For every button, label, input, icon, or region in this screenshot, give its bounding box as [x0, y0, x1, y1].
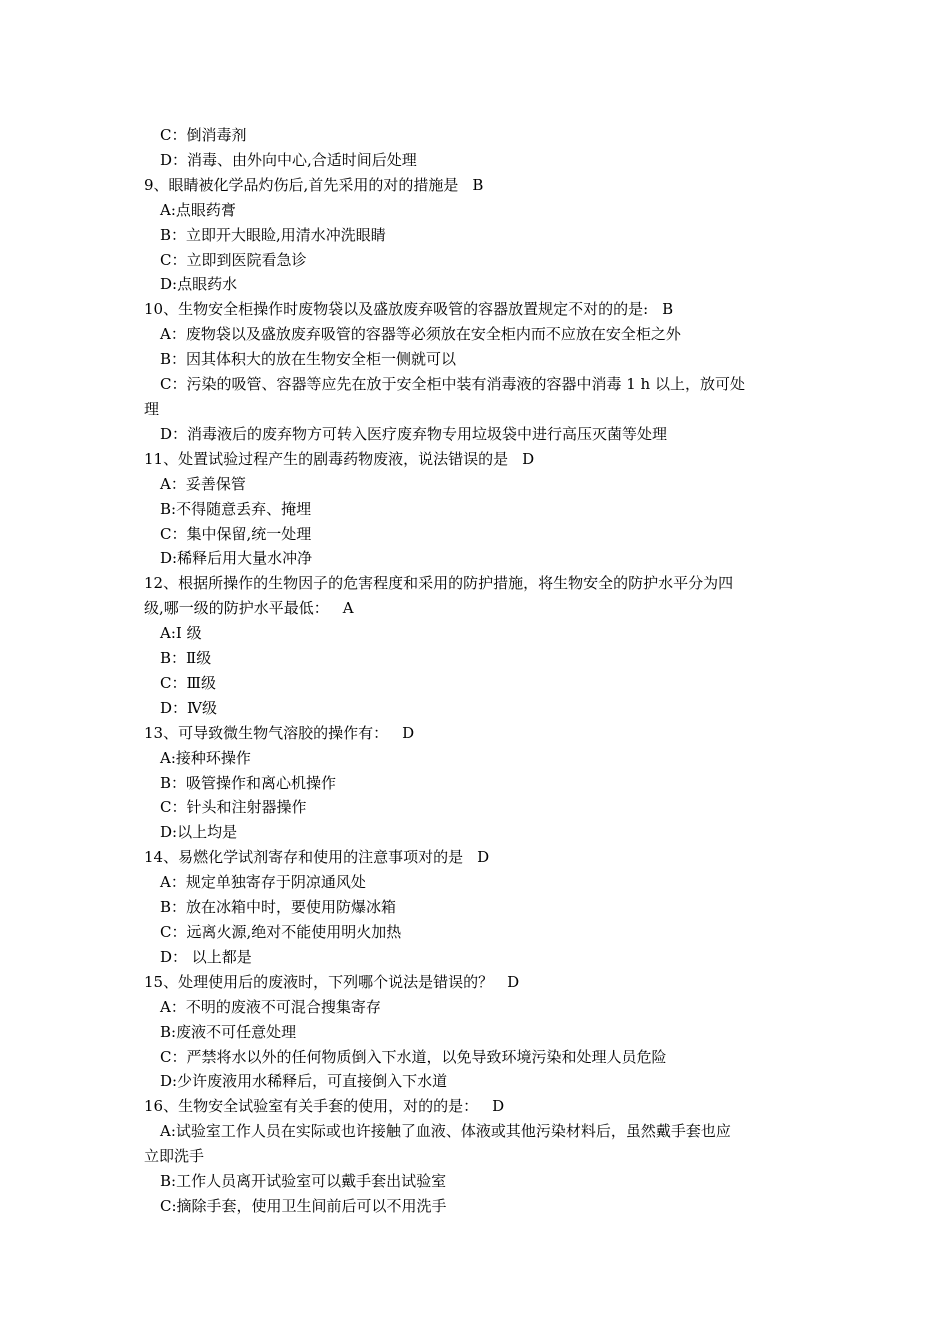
option-line: C:摘除手套，使用卫生间前后可以不用洗手: [160, 1196, 447, 1215]
option-line: A：废物袋以及盛放废弃吸管的容器等必须放在安全柜内而不应放在安全柜之外: [160, 325, 681, 344]
question-text: 9、眼睛被化学品灼伤后,首先采用的对的措施是: [144, 175, 459, 194]
question-line: [144, 845, 809, 870]
option-line: B：立即开大眼睑,用清水冲洗眼睛: [160, 225, 386, 244]
question-text: 10、生物安全柜操作时废物袋以及盛放废弃吸管的容器放置规定不对的的是:: [144, 300, 649, 319]
option-line: A：规定单独寄存于阴凉通风处: [160, 873, 366, 892]
option-line: A：妥善保管: [160, 474, 246, 493]
continuation-line: 立即洗手: [144, 1147, 205, 1166]
question-text: 11、处置试验过程产生的剧毒药物废液，说法错误的是: [144, 449, 509, 468]
question-line: [144, 447, 809, 472]
question-text: 13、可导致微生物气溶胶的操作有：: [144, 723, 389, 742]
option-line: C：Ⅲ级: [160, 673, 216, 692]
option-line: C：倒消毒剂: [160, 126, 247, 144]
option-line: A:Ⅰ 级: [160, 624, 202, 643]
question-line: [144, 970, 809, 995]
option-line: A:试验室工作人员在实际或也许接触了血液、体液或其他污染材料后，虽然戴手套也应: [160, 1122, 731, 1141]
option-line: B:不得随意丢弃、掩埋: [160, 499, 312, 518]
option-line: C：污染的吸管、容器等应先在放于安全柜中装有消毒液的容器中消毒 1 h 以上，放可处: [160, 375, 745, 394]
option-line: C：严禁将水以外的任何物质倒入下水道，以免导致环境污染和处理人员危险: [160, 1047, 667, 1066]
question-line: [144, 1094, 809, 1119]
continuation-line: 理: [144, 399, 160, 418]
document-body: [144, 123, 809, 1219]
option-line: B：Ⅱ级: [160, 649, 212, 668]
option-line: D： 以上都是: [160, 947, 252, 966]
question-text: 16、生物安全试验室有关手套的使用，对的的是：: [144, 1097, 479, 1116]
answer-key: B: [662, 300, 674, 319]
option-line: B：吸管操作和离心机操作: [160, 773, 337, 792]
option-line: D：消毒液后的废弃物方可转入医疗废弃物专用垃圾袋中进行高压灭菌等处理: [160, 424, 668, 443]
answer-key: D: [492, 1097, 505, 1116]
answer-key: A: [342, 599, 354, 618]
question-line: [144, 297, 809, 322]
option-line: D：Ⅳ级: [160, 698, 218, 717]
option-line: D:点眼药水: [160, 275, 238, 294]
option-line: B：因其体积大的放在生物安全柜一侧就可以: [160, 350, 457, 369]
option-line: D：消毒、由外向中心,合适时间后处理: [160, 150, 417, 169]
option-line: D:少许废液用水稀释后，可直接倒入下水道: [160, 1072, 448, 1091]
question-line: [144, 721, 809, 746]
question-text: 级,哪一级的防护水平最低：: [144, 599, 329, 618]
question-text: 15、处理使用后的废液时，下列哪个说法是错误的？: [144, 972, 494, 991]
continuation-line: [144, 596, 809, 621]
option-line: C：远离火源,绝对不能使用明火加热: [160, 923, 402, 941]
option-line: B:工作人员离开试验室可以戴手套出试验室: [160, 1172, 447, 1191]
option-line: C：立即到医院看急诊: [160, 250, 307, 269]
question-line: [144, 173, 809, 198]
option-line: C：针头和注射器操作: [160, 798, 307, 817]
answer-key: D: [507, 972, 520, 991]
option-line: B：放在冰箱中时，要使用防爆冰箱: [160, 898, 397, 917]
option-line: A:点眼药膏: [160, 200, 236, 219]
option-line: D:稀释后用大量水冲净: [160, 549, 313, 568]
question-line: 12、根据所操作的生物因子的危害程度和采用的防护措施，将生物安全的防护水平分为四: [144, 574, 734, 593]
option-line: A:接种环操作: [160, 748, 251, 767]
option-line: C：集中保留,统一处理: [160, 524, 312, 543]
option-line: D:以上均是: [160, 823, 238, 842]
option-line: B:废液不可任意处理: [160, 1022, 297, 1041]
option-line: A：不明的废液不可混合搜集寄存: [160, 997, 381, 1016]
answer-key: D: [522, 449, 535, 468]
answer-key: D: [477, 848, 490, 867]
answer-key: D: [402, 723, 415, 742]
question-text: 14、易燃化学试剂寄存和使用的注意事项对的是: [144, 848, 464, 867]
answer-key: B: [472, 175, 484, 194]
